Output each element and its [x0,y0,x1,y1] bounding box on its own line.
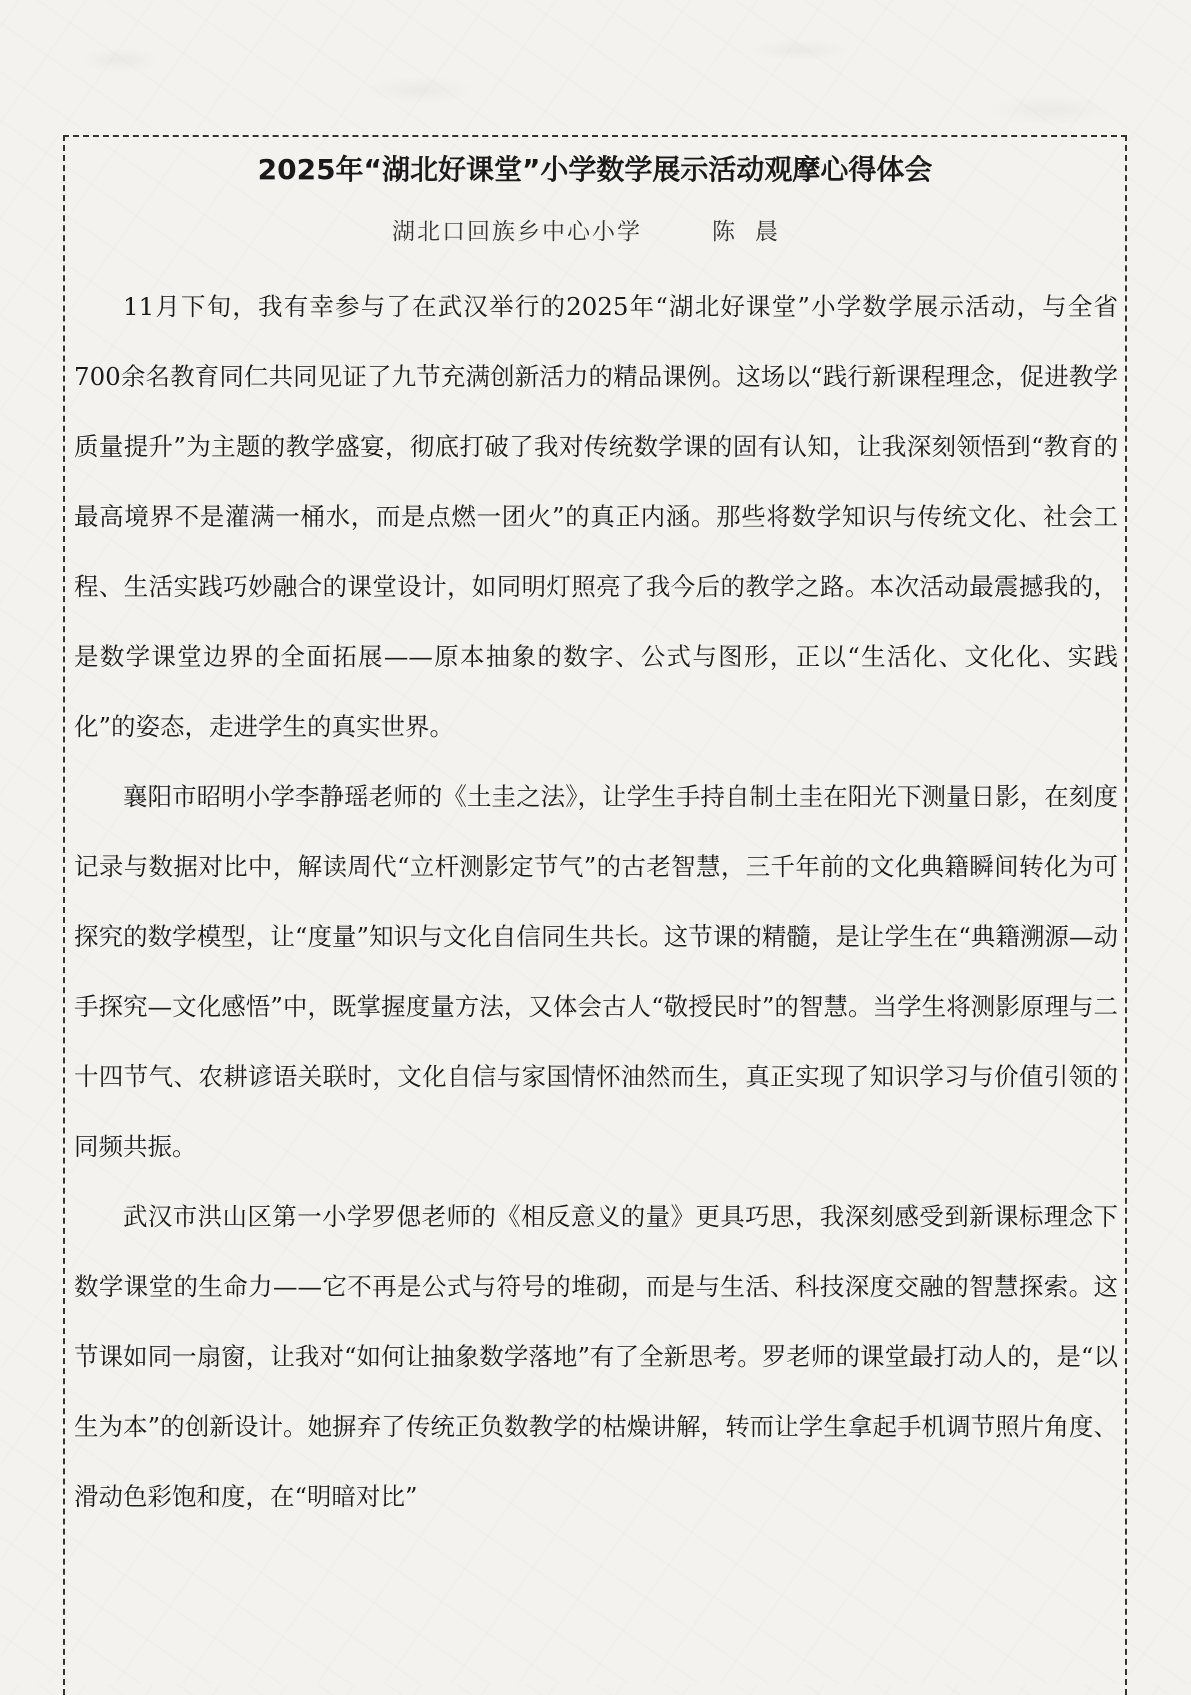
paragraph: 武汉市洪山区第一小学罗偲老师的《相反意义的量》更具巧思，我深刻感受到新课标理念下数学课堂的生命力——它不再是公式与符号的堆砌，而是与生活、科技深度交融的智慧探索。这节课如同一扇窗，让我对“如何让抽象数学落地”有了全新思考。罗老师的课堂最打动人的，是“以生为本”的创新设计。她摒弃了传统正负数教学的枯燥讲解，转而让学生拿起手机调节照片角度、滑动色彩饱和度，在“明暗对比” [74,1202,1118,1511]
article-body [74,272,1118,1532]
paragraph: 襄阳市昭明小学李静瑶老师的《土圭之法》，让学生手持自制土圭在阳光下测量日影，在刻度记录与数据对比中，解读周代“立杆测影定节气”的古老智慧，三千年前的文化典籍瞬间转化为可探究的数学模型，让“度量”知识与文化自信同生共长。这节课的精髓，是让学生在“典籍溯源—动手探究—文化感悟”中，既掌握度量方法，又体会古人“敬授民时”的智慧。当学生将测影原理与二十四节气、农耕谚语关联时，文化自信与家国情怀油然而生，真正实现了知识学习与价值引领的同频共振。 [74,782,1118,1161]
school-name: 湖北口回族乡中心小学 [392,219,642,245]
byline [63,212,1127,252]
paragraph: 11月下旬，我有幸参与了在武汉举行的2025年“湖北好课堂”小学数学展示活动，与全省700余名教育同仁共同见证了九节充满创新活力的精品课例。这场以“践行新课程理念，促进教学质量提升”为主题的教学盛宴，彻底打破了我对传统数学课的固有认知，让我深刻领悟到“教育的最高境界不是灌满一桶水，而是点燃一团火”的真正内涵。那些将数学知识与传统文化、社会工程、生活实践巧妙融合的课堂设计，如同明灯照亮了我今后的教学之路。本次活动最震撼我的，是数学课堂边界的全面拓展——原本抽象的数字、公式与图形，正以“生活化、文化化、实践化”的姿态，走进学生的真实世界。 [74,292,1118,741]
document-title: 2025年“湖北好课堂”小学数学展示活动观摩心得体会 [257,153,933,186]
author-name: 陈晨 [712,219,798,245]
